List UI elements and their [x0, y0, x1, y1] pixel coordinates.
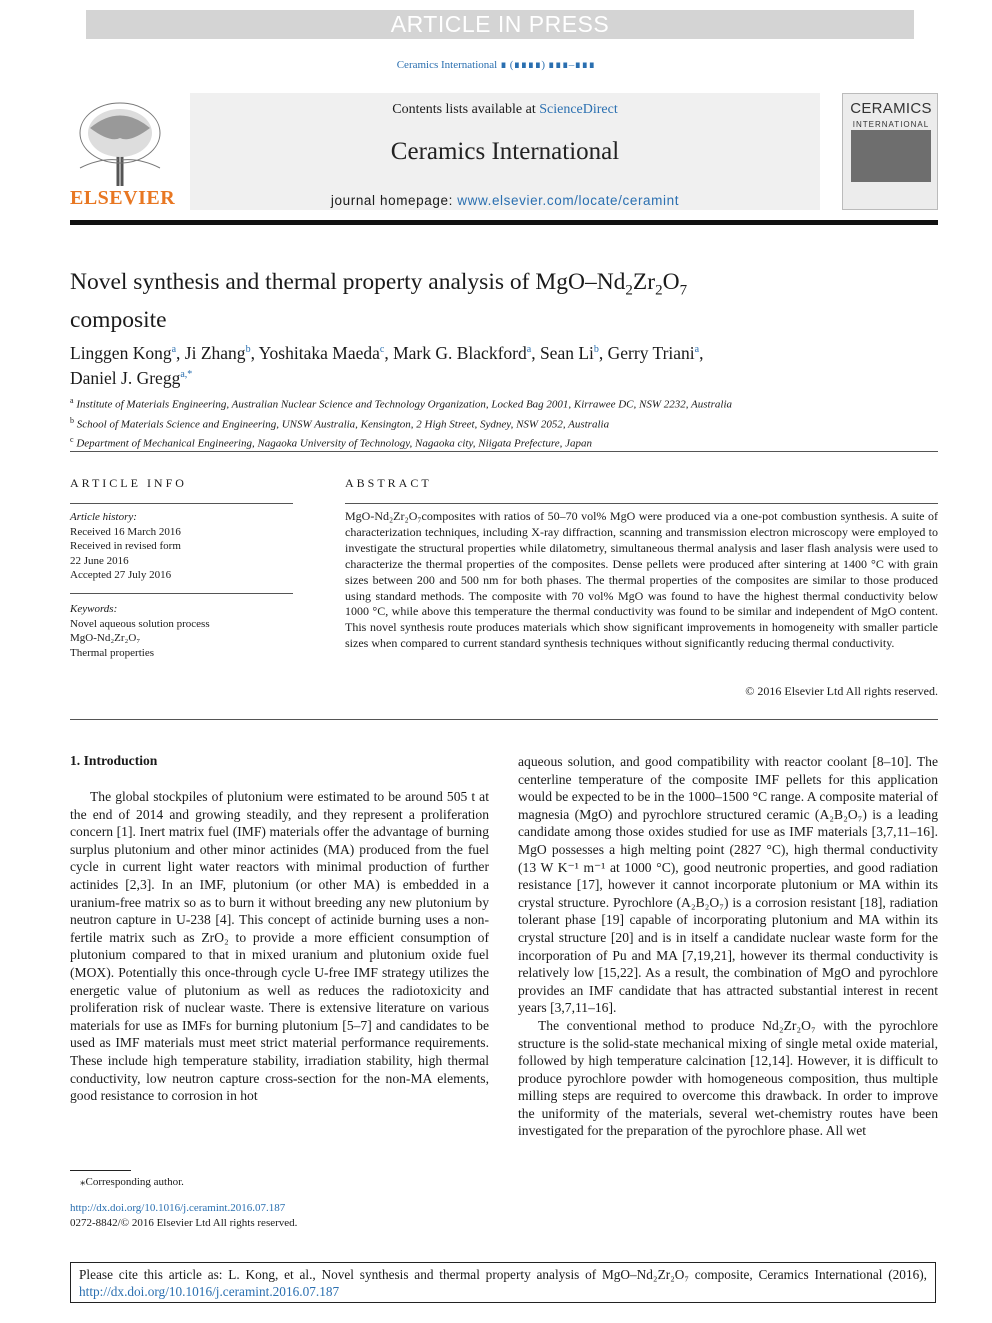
author[interactable]: Ji Zhang$^b$: [184, 342, 251, 363]
divider: [70, 503, 293, 504]
affiliation: $^b$ School of Materials Science and Engineering, UNSW Australia, Kensington, 2 High Street, Sydney, NSW 2052, Australia: [70, 415, 610, 431]
corresponding-author-note: ⁎Corresponding author.: [80, 1176, 184, 1188]
article-in-press-banner: ARTICLE IN PRESS: [86, 10, 914, 39]
cover-title: CERAMICS INTERNATIONAL: [850, 100, 932, 129]
keywords: Keywords: Novel aqueous solution process MgO-Nd₂Zr₂O₇ Thermal properties: [70, 603, 210, 659]
affiliations: [70, 393, 940, 452]
footnote-rule: [70, 1170, 131, 1171]
elsevier-tree-icon: [70, 98, 170, 188]
author[interactable]: Gerry Triani$^a$: [607, 342, 700, 363]
author[interactable]: Linggen Kong$^a$: [70, 342, 177, 363]
issn-line: 0272-8842/© 2016 Elsevier Ltd All rights reserved.: [70, 1217, 298, 1229]
divider: [70, 451, 938, 452]
journal-homepage: journal homepage: www.elsevier.com/locate/ceramint: [330, 193, 680, 208]
intro-right-column: aqueous solution, and good compatibility with reactor coolant [8–10]. The centerline temperature of the composite IMF pellets for this application would be expected to be in the 1000–1500 °C range. A composite material of magnesia (MgO) and pyrochlore structured ceramic (A₂B₂O₇) is a leading candidate among those oxides studied for use as IMF materials [3,7,11–16]. MgO possesses a high melting point (2827 °C), high thermal conductivity (13 W K⁻¹ m⁻¹ at 1000 °C), good neutronic properties, and good radiation resistance [17], however it cannot incorporate plutonium or MA within its crystal structure. Pyrochlore (A₂B₂O₇) is a corrosion resistant [18], radiation tolerant phase [19] capable of incorporating plutonium and MA within its crystal structure [20] and is in itself a candidate nuclear waste form for the incorporation of Pu and MA [7,19,21], however its thermal conductivity is relatively low [15,22]. As a result, the combination of MgO and pyrochlore provides an IMF candidate that has attracted substantial interest in recent years [3,7,11–16]. The conventional method to produce Nd₂Zr₂O₇ with the pyrochlore structure is the solid-state mechanical mixing of single metal oxide material, followed by high temperature calcination [12,14]. However, it is difficult to produce pyrochlore powder with homogeneous composition, thus multiple milling steps are required to overcome this drawback. In order to improve the uniformity of the materials, several wet-chemistry routes have been investigated for the preparation of the pyrochlore phase. All wet: [518, 754, 938, 1139]
journal-name: Ceramics International: [390, 138, 620, 165]
journal-header: [190, 93, 820, 210]
abstract-heading: ABSTRACT: [345, 476, 432, 490]
author[interactable]: Yoshitaka Maeda$^c$: [258, 342, 385, 363]
author[interactable]: Sean Li$^b$: [539, 342, 599, 363]
abstract-text: MgO-Nd₂Zr₂O₇composites with ratios of 50–70 vol% MgO were produced via a one-pot combustion synthesis. A suite of characterization techniques, including X-ray diffraction, scanning and transmission electron microscopy were employed to investigate the structural properties while dilatometry, simultaneous thermal analysis and laser flash analysis were used to characterize the thermal properties of the composites. Dense pellets were produced after sintering at 1400 °C with grain sizes between 200 and 500 nm for both phases. The thermal properties of the composites are similar to those produced using standard methods. The composite with 70 vol% MgO was found to have the highest thermal conductivity below 1000 °C, while above this temperature the thermal conductivity was found to be similar and independent of MgO content. This novel synthesis route produces materials which show significant improvements in homogeneity with smaller particle sizes when compared to current standard synthesis techniques without significantly reducing thermal conductivity.: [345, 509, 938, 651]
cite-this-article-box: Please cite this article as: L. Kong, et al., Novel synthesis and thermal property analysis of MgO–Nd₂Zr₂O₇ composite, Ceramics International (2016), http://dx.doi.org/10.1016/j.ceramint.2016.07.187: [70, 1262, 936, 1303]
affiliation: $^a$ Institute of Materials Engineering, Australian Nuclear Science and Technology Organization, Locked Bag 2001, Kirrawee DC, NSW 2232, Australia: [70, 396, 732, 411]
divider: [345, 503, 938, 504]
sciencedirect-link[interactable]: ScienceDirect: [539, 102, 618, 117]
section-heading: 1. Introduction: [70, 753, 158, 768]
abstract-copyright: © 2016 Elsevier Ltd All rights reserved.: [745, 684, 938, 698]
journal-citation-line: Ceramics International ∎ (∎∎∎∎) ∎∎∎–∎∎∎: [396, 59, 596, 71]
divider: [70, 719, 938, 720]
author[interactable]: Daniel J. Gregg$^{a,*}$: [70, 367, 193, 388]
cover-image: [851, 130, 931, 182]
article-title: Novel synthesis and thermal property analysis of MgO–$Nd_2Zr_2O_7$ composite: [70, 269, 688, 333]
affiliation: $^c$ Department of Mechanical Engineering, Nagaoka University of Technology, Nagaoka city, Niigata Prefecture, Japan: [70, 435, 592, 450]
homepage-link[interactable]: www.elsevier.com/locate/ceramint: [457, 193, 680, 208]
elsevier-logo: [70, 98, 176, 210]
header-rule: [70, 220, 938, 225]
elsevier-wordmark: ELSEVIER: [70, 187, 176, 209]
contents-line: Contents lists available at ScienceDirect: [392, 102, 618, 117]
article-history: Article history: Received 16 March 2016 Received in revised form 22 June 2016 Accepted 27 July 2016: [70, 511, 181, 581]
article-info-heading: ARTICLE INFO: [70, 476, 187, 490]
doi-link[interactable]: http://dx.doi.org/10.1016/j.ceramint.2016.07.187: [70, 1202, 286, 1214]
divider: [70, 593, 293, 594]
journal-cover: [842, 93, 938, 210]
author-list: Linggen Kong$^a$, Ji Zhang$^b$, Yoshitaka Maeda$^c$, Mark G. Blackford$^a$, Sean Li$^b$, Gerry Triani$^a$, Daniel J. Gregg$^{a,*}$: [70, 342, 704, 388]
intro-left-column: The global stockpiles of plutonium were estimated to be around 505 t at the end of 2014 and growing steadily, and they represent a proliferation concern [1]. Inert matrix fuel (IMF) materials offer the advantage of burning surplus plutonium and other minor actinides (MA) produced from the fuel cycle in current light water reactors with minimal production of further actinides [2,3]. In an IMF, plutonium (or other MA) is embedded in a uranium-free matrix so as to burn it without breeding any new plutonium by neutron capture in U-238 [4]. This concept of actinide burning uses a non-fertile matrix such as ZrO₂ to provide a more efficient consumption of plutonium compared to that in mixed uranium and plutonium oxide fuel (MOX). Potentially this once-through cycle U-free IMF strategy utilizes the energetic value of plutonium as well as reduces the radiotoxicity and proliferation risk of nuclear waste. There is extensive literature on various materials for use as IMFs for burning plutonium [5–7] and candidates to be used as IMF materials must meet strict material performance requirements. These include high temperature stability, irradiation stability, high thermal conductivity, low neutron capture cross-section for the non-MA elements, good resistance to corrosion in hot: [70, 789, 489, 1104]
author[interactable]: Mark G. Blackford$^a$: [393, 342, 532, 363]
cite-doi-link[interactable]: http://dx.doi.org/10.1016/j.ceramint.2016.07.187: [79, 1283, 340, 1299]
